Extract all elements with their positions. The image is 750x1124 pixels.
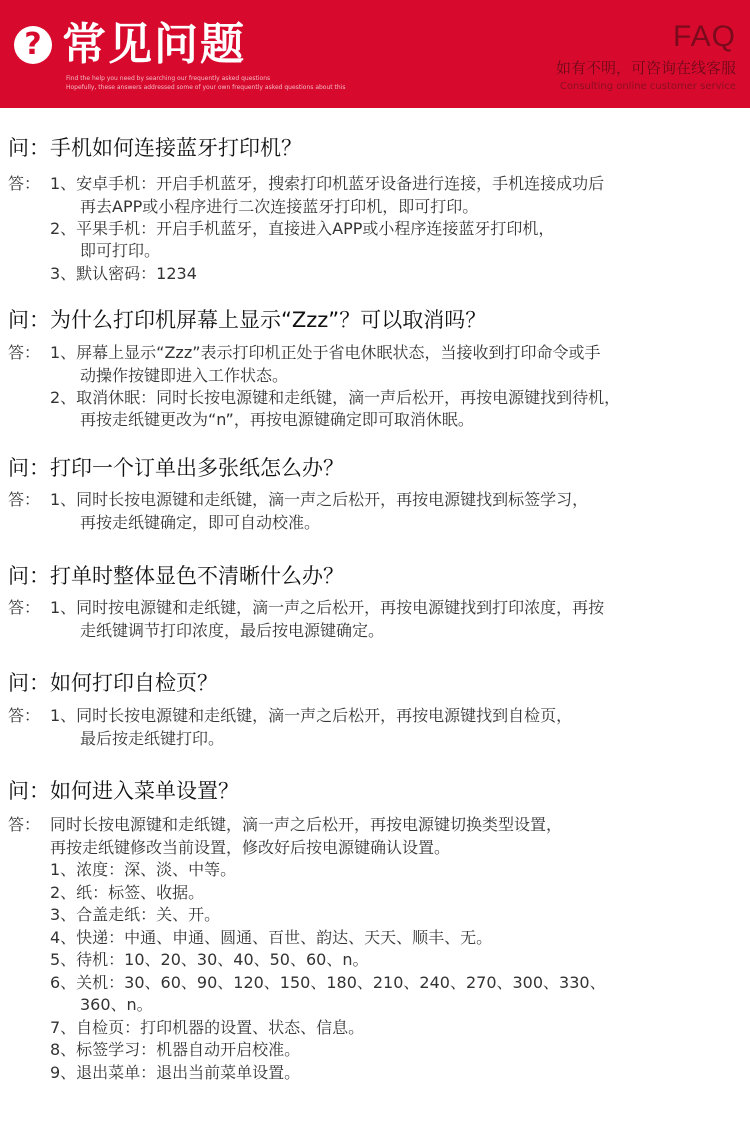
- faq-label: FAQ: [672, 20, 736, 53]
- answer-6-line-1: 同时长按电源键和走纸键，滴一声之后松开，再按电源键切换类型设置，: [50, 815, 563, 834]
- page-title: 常见问题: [62, 19, 246, 70]
- answer-6-line-11: 8、标签学习：机器自动开启校准。: [50, 1040, 301, 1059]
- answer-6-line-2: 再按走纸键修改当前设置，修改好后按电源键确认设置。: [50, 838, 451, 857]
- answer-6-line-6: 4、快递：中通、申通、圆通、百世、韵达、天天、顺丰、无。: [50, 928, 493, 947]
- answer-label-2: 答：: [8, 343, 41, 362]
- answer-4-line-2: 走纸键调节打印浓度，最后按电源键确定。: [80, 621, 385, 640]
- answer-2-line-1: 1、屏幕上显示“Zzz”表示打印机正处于省电休眠状态，当接收到打印命令或手: [50, 343, 601, 362]
- contact-en-text: Consulting online customer service: [559, 81, 736, 92]
- answer-1-line-4: 即可打印。: [80, 241, 161, 260]
- answer-6-line-5: 3、合盖走纸：关、开。: [50, 905, 221, 924]
- banner-subtitle-line1: Find the help you need by searching our frequently asked questions: [66, 75, 271, 82]
- answer-6-line-8: 6、关机：30、60、90、120、150、180、210、240、270、300、330、: [50, 973, 606, 992]
- question-4: 问：打单时整体显色不清晰什么办？: [8, 564, 344, 588]
- contact-cn-text: 如有不明，可咨询在线客服: [555, 59, 736, 77]
- question-6: 问：如何进入菜单设置？: [8, 779, 239, 803]
- question-mark-icon: ?: [14, 26, 52, 64]
- answer-4-line-1: 1、同时按电源键和走纸键，滴一声之后松开，再按电源键找到打印浓度，再按: [50, 598, 605, 617]
- answer-1-line-5: 3、默认密码：1234: [50, 264, 197, 283]
- answer-label-6: 答：: [8, 815, 41, 834]
- answer-3-line-2: 再按走纸键确定，即可自动校准。: [80, 513, 321, 532]
- answer-6-line-4: 2、纸：标签、收据。: [50, 883, 205, 902]
- answer-6-line-7: 5、待机：10、20、30、40、50、60、n。: [50, 950, 369, 969]
- answer-1-line-3: 2、平果手机：开启手机蓝牙，直接进入APP或小程序连接蓝牙打印机，: [50, 219, 555, 238]
- answer-6-line-9: 360、n。: [80, 995, 153, 1014]
- faq-banner: [0, 0, 750, 108]
- answer-6-line-10: 7、自检页：打印机器的设置、状态、信息。: [50, 1018, 365, 1037]
- answer-2-line-2: 动操作按键即进入工作状态。: [80, 366, 289, 385]
- answer-5-line-2: 最后按走纸键打印。: [80, 729, 225, 748]
- answer-6-line-3: 1、浓度：深、淡、中等。: [50, 860, 237, 879]
- banner-subtitle-line2: Hopefully, these answers addressed some of your own frequently asked questions about this: [66, 84, 346, 91]
- answer-2-line-3: 2、取消休眠：同时长按电源键和走纸键，滴一声后松开，再按电源键找到待机，: [50, 388, 621, 407]
- question-3: 问：打印一个订单出多张纸怎么办？: [8, 456, 344, 480]
- answer-1-line-1: 1、安卓手机：开启手机蓝牙，搜索打印机蓝牙设备进行连接，手机连接成功后: [50, 174, 605, 193]
- question-2: 问：为什么打印机屏幕上显示“Zzz”？可以取消吗？: [8, 308, 487, 332]
- question-5: 问：如何打印自检页？: [8, 671, 218, 695]
- answer-2-line-4: 再按走纸键更改为“n”，再按电源键确定即可取消休眠。: [80, 410, 474, 429]
- answer-label-3: 答：: [8, 490, 41, 509]
- answer-label-4: 答：: [8, 598, 41, 617]
- answer-3-line-1: 1、同时长按电源键和走纸键，滴一声之后松开，再按电源键找到标签学习，: [50, 490, 589, 509]
- answer-label-5: 答：: [8, 706, 41, 725]
- answer-1-line-2: 再去APP或小程序进行二次连接蓝牙打印机，即可打印。: [80, 197, 479, 216]
- answer-5-line-1: 1、同时长按电源键和走纸键，滴一声之后松开，再按电源键找到自检页，: [50, 706, 573, 725]
- question-1: 问：手机如何连接蓝牙打印机？: [8, 136, 302, 160]
- answer-label-1: 答：: [8, 174, 41, 193]
- answer-6-line-12: 9、退出菜单：退出当前菜单设置。: [50, 1063, 301, 1082]
